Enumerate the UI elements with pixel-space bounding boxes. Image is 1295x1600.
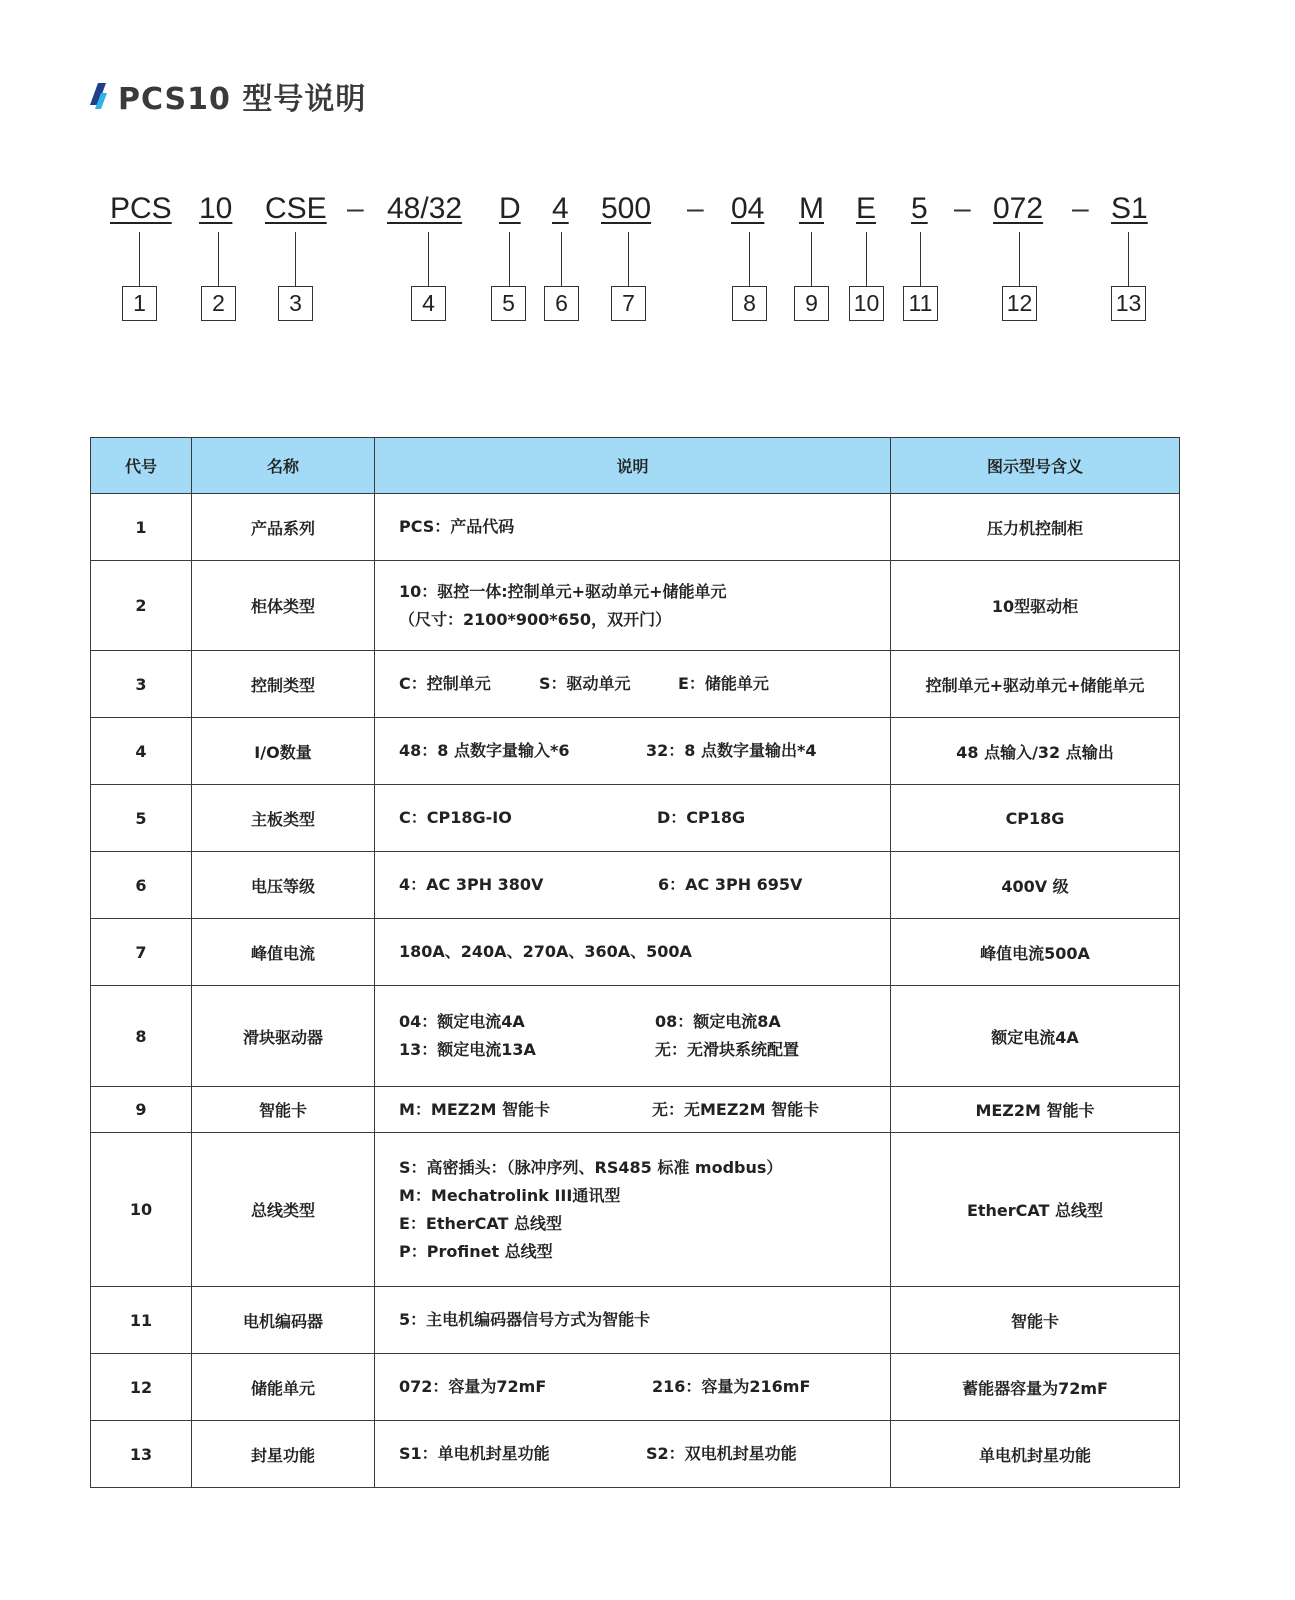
row-meaning: 压力机控制柜 <box>891 494 1180 561</box>
segment-number-box: 1 <box>122 286 157 321</box>
row-code: 10 <box>91 1133 192 1287</box>
code-segment: 04 <box>731 192 765 225</box>
table-row <box>91 1087 1180 1133</box>
column-header-meaning: 图示型号含义 <box>891 438 1180 494</box>
code-segment: M <box>799 192 824 225</box>
row-meaning: 400V 级 <box>891 852 1180 919</box>
description-item: 4：AC 3PH 380V <box>399 875 544 894</box>
row-description <box>375 785 891 852</box>
code-segment: PCS <box>110 192 172 225</box>
connector-line <box>866 232 867 286</box>
connector-line <box>920 232 921 286</box>
segment-number-box: 7 <box>611 286 646 321</box>
connector-line <box>628 232 629 286</box>
row-meaning: 控制单元+驱动单元+储能单元 <box>891 651 1180 718</box>
description-line: M：Mechatrolink III通讯型 <box>399 1185 621 1205</box>
description-item: 08：额定电流8A <box>655 1012 781 1031</box>
row-name: 主板类型 <box>192 785 375 852</box>
row-name: 控制类型 <box>192 651 375 718</box>
connector-line <box>139 232 140 286</box>
description-line: E：EtherCAT 总线型 <box>399 1213 563 1233</box>
code-segment: 5 <box>911 192 928 225</box>
code-segment: 500 <box>601 192 652 225</box>
row-meaning: EtherCAT 总线型 <box>891 1133 1180 1287</box>
row-meaning: 48 点输入/32 点输出 <box>891 718 1180 785</box>
row-meaning: MEZ2M 智能卡 <box>891 1087 1180 1133</box>
row-description <box>375 651 891 718</box>
page-title: PCS10 型号说明 <box>118 82 367 117</box>
description-item: S：驱动单元 <box>539 674 631 693</box>
page-header <box>86 74 366 118</box>
table-row <box>91 785 1180 852</box>
row-name: I/O数量 <box>192 718 375 785</box>
row-code: 5 <box>91 785 192 852</box>
row-description <box>375 1421 891 1488</box>
row-description <box>375 561 891 651</box>
table-row <box>91 852 1180 919</box>
model-spec-table <box>90 437 1180 1488</box>
table-row <box>91 718 1180 785</box>
column-header-description: 说明 <box>375 438 891 494</box>
code-segment: CSE <box>265 192 327 225</box>
row-code: 2 <box>91 561 192 651</box>
segment-number-box: 3 <box>278 286 313 321</box>
description-item: C：控制单元 <box>399 674 491 693</box>
column-header-code: 代号 <box>91 438 192 494</box>
code-segment: 10 <box>199 192 233 225</box>
description-line: 10：驱控一体:控制单元+驱动单元+储能单元 <box>399 581 727 601</box>
row-code: 3 <box>91 651 192 718</box>
row-code: 12 <box>91 1354 192 1421</box>
connector-line <box>1019 232 1020 286</box>
description-item: 48：8 点数字量输入*6 <box>399 741 570 760</box>
connector-line <box>561 232 562 286</box>
segment-number-box: 9 <box>794 286 829 321</box>
description-item: 04：额定电流4A <box>399 1012 525 1031</box>
row-meaning: 智能卡 <box>891 1287 1180 1354</box>
row-code: 7 <box>91 919 192 986</box>
row-meaning: 10型驱动柜 <box>891 561 1180 651</box>
description-item: 无：无MEZ2M 智能卡 <box>652 1099 820 1119</box>
table-row <box>91 651 1180 718</box>
connector-line <box>811 232 812 286</box>
row-code: 4 <box>91 718 192 785</box>
row-description <box>375 1287 891 1354</box>
row-description <box>375 1354 891 1421</box>
description-item: 072：容量为72mF <box>399 1377 547 1396</box>
segment-number-box: 10 <box>849 286 884 321</box>
row-meaning: 峰值电流500A <box>891 919 1180 986</box>
connector-line <box>749 232 750 286</box>
table-row <box>91 986 1180 1087</box>
row-code: 13 <box>91 1421 192 1488</box>
row-description <box>375 718 891 785</box>
table-row <box>91 1354 1180 1421</box>
row-name: 智能卡 <box>192 1087 375 1133</box>
table-row <box>91 561 1180 651</box>
row-description <box>375 494 891 561</box>
description-item: 无：无滑块系统配置 <box>655 1040 800 1059</box>
table-row <box>91 494 1180 561</box>
description-item: D：CP18G <box>657 808 746 827</box>
description-line: P：Profinet 总线型 <box>399 1241 553 1261</box>
segment-number-box: 13 <box>1111 286 1146 321</box>
segment-number-box: 4 <box>411 286 446 321</box>
code-separator: – <box>954 192 971 225</box>
row-code: 8 <box>91 986 192 1087</box>
description-item: C：CP18G-IO <box>399 808 512 827</box>
connector-line <box>428 232 429 286</box>
description-item: 32：8 点数字量输出*4 <box>646 741 817 760</box>
row-name: 滑块驱动器 <box>192 986 375 1087</box>
description-line: S：高密插头：（脉冲序列、RS485 标准 modbus） <box>399 1157 783 1177</box>
code-segment: 48/32 <box>387 192 463 225</box>
code-separator: – <box>687 192 704 225</box>
row-code: 9 <box>91 1087 192 1133</box>
description-item: 13：额定电流13A <box>399 1040 536 1059</box>
row-description <box>375 1087 891 1133</box>
connector-line <box>295 232 296 286</box>
row-meaning: 单电机封星功能 <box>891 1421 1180 1488</box>
segment-number-box: 2 <box>201 286 236 321</box>
segment-number-box: 6 <box>544 286 579 321</box>
row-name: 储能单元 <box>192 1354 375 1421</box>
row-name: 总线类型 <box>192 1133 375 1287</box>
segment-number-box: 11 <box>903 286 938 321</box>
table-row <box>91 1287 1180 1354</box>
row-name: 电压等级 <box>192 852 375 919</box>
description-item: S2：双电机封星功能 <box>646 1444 797 1463</box>
connector-line <box>1128 232 1129 286</box>
description-line: 180A、240A、270A、360A、500A <box>399 942 692 961</box>
description-item: 216：容量为216mF <box>652 1377 811 1396</box>
row-code: 6 <box>91 852 192 919</box>
table-header-row <box>91 438 1180 494</box>
row-code: 11 <box>91 1287 192 1354</box>
description-item: 6：AC 3PH 695V <box>658 875 803 894</box>
row-description <box>375 919 891 986</box>
row-name: 电机编码器 <box>192 1287 375 1354</box>
row-meaning: 额定电流4A <box>891 986 1180 1087</box>
row-name: 产品系列 <box>192 494 375 561</box>
code-segment: S1 <box>1111 192 1148 225</box>
description-line: PCS：产品代码 <box>399 517 515 536</box>
row-description <box>375 1133 891 1287</box>
row-name: 柜体类型 <box>192 561 375 651</box>
column-header-name: 名称 <box>192 438 375 494</box>
table-row <box>91 919 1180 986</box>
row-name: 峰值电流 <box>192 919 375 986</box>
row-meaning: CP18G <box>891 785 1180 852</box>
code-segment: E <box>856 192 877 225</box>
code-segment: 4 <box>552 192 569 225</box>
row-meaning: 蓄能器容量为72mF <box>891 1354 1180 1421</box>
code-segment: D <box>499 192 521 225</box>
segment-number-box: 12 <box>1002 286 1037 321</box>
table-row <box>91 1133 1180 1287</box>
row-name: 封星功能 <box>192 1421 375 1488</box>
code-separator: – <box>1072 192 1089 225</box>
brand-logo-icon <box>86 79 110 113</box>
code-segment: 072 <box>993 192 1044 225</box>
connector-line <box>509 232 510 286</box>
row-code: 1 <box>91 494 192 561</box>
description-item: M：MEZ2M 智能卡 <box>399 1099 551 1119</box>
table-row <box>91 1421 1180 1488</box>
connector-line <box>218 232 219 286</box>
code-separator: – <box>347 192 364 225</box>
segment-number-box: 8 <box>732 286 767 321</box>
description-item: S1：单电机封星功能 <box>399 1444 550 1463</box>
description-line: （尺寸：2100*900*650，双开门） <box>399 609 672 629</box>
segment-number-box: 5 <box>491 286 526 321</box>
row-description <box>375 986 891 1087</box>
row-description <box>375 852 891 919</box>
description-line: 5：主电机编码器信号方式为智能卡 <box>399 1310 651 1329</box>
description-item: E：储能单元 <box>678 674 769 693</box>
